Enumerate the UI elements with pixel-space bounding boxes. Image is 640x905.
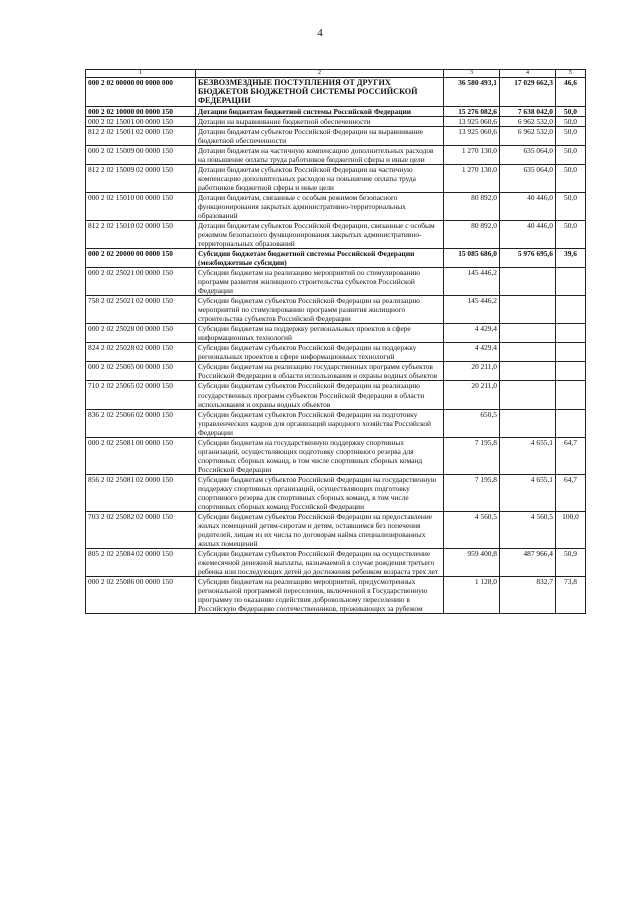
page-number: 4	[317, 27, 323, 39]
percent-cell: 64,7	[556, 474, 586, 511]
code-cell: 000 2 02 10000 00 0000 150	[86, 106, 196, 116]
plan-cell: 13 925 060,6	[444, 126, 500, 145]
plan-cell: 145 446,2	[444, 268, 500, 296]
code-cell: 000 2 02 25086 00 0000 150	[86, 577, 196, 614]
table-row	[86, 549, 586, 577]
table-row	[86, 78, 586, 107]
percent-cell: 50,0	[556, 192, 586, 220]
table-row	[86, 145, 586, 164]
fact-cell: 832,7	[500, 577, 556, 614]
column-header-fact: 4	[500, 70, 556, 78]
code-cell: 000 2 02 15010 00 0000 150	[86, 192, 196, 220]
plan-cell: 80 892,0	[444, 220, 500, 248]
table-row	[86, 437, 586, 474]
plan-cell: 650,5	[444, 409, 500, 437]
fact-cell: 17 029 662,3	[500, 78, 556, 107]
code-cell: 703 2 02 25082 02 0000 150	[86, 511, 196, 548]
code-cell: 000 2 02 20000 00 0000 150	[86, 249, 196, 268]
table-row	[86, 106, 586, 116]
name-cell: Дотации бюджетам, связанные с особым режимом безопасного функционирования закрытых административно-территориальных образований	[196, 192, 444, 220]
percent-cell: 50,0	[556, 116, 586, 126]
percent-cell: 50,0	[556, 220, 586, 248]
plan-cell: 7 195,8	[444, 437, 500, 474]
name-cell: Дотации бюджетам бюджетной системы Российской Федерации	[196, 106, 444, 116]
name-cell: Дотации бюджетам на частичную компенсацию дополнительных расходов на повышение оплаты труда работников бюджетной сферы и иные цели	[196, 145, 444, 164]
table-row	[86, 296, 586, 324]
name-cell: Дотации на выравнивание бюджетной обеспеченности	[196, 116, 444, 126]
fact-cell: 6 962 532,0	[500, 126, 556, 145]
name-cell: Дотации бюджетам субъектов Российской Федерации на частичную компенсацию дополнительных расходов на повышение оплаты труда работников бюджетной сферы и иные цели	[196, 164, 444, 192]
code-cell: 758 2 02 25021 02 0000 150	[86, 296, 196, 324]
name-cell: Субсидии бюджетам субъектов Российской Федерации на осуществление ежемесячной денежной выплаты, назначаемой в случае рождения третьего ребенка или последующих детей до достижения ребенком возраста трех лет	[196, 549, 444, 577]
table-row	[86, 126, 586, 145]
code-cell: 836 2 02 25066 02 0000 150	[86, 409, 196, 437]
code-cell: 000 2 02 00000 00 0000 000	[86, 78, 196, 107]
fact-cell	[500, 324, 556, 343]
name-cell: Субсидии бюджетам субъектов Российской Федерации на подготовку управленческих кадров для организаций народного хозяйства Российской Федерации	[196, 409, 444, 437]
name-cell: Дотации бюджетам субъектов Российской Федерации, связанные с особым режимом безопасного функционирования закрытых административно-территориальных образований	[196, 220, 444, 248]
table-row	[86, 409, 586, 437]
table-row	[86, 164, 586, 192]
fact-cell: 635 064,0	[500, 164, 556, 192]
percent-cell: 50,0	[556, 126, 586, 145]
percent-cell: 46,6	[556, 78, 586, 107]
code-cell: 856 2 02 25081 02 0000 150	[86, 474, 196, 511]
percent-cell	[556, 409, 586, 437]
table-row	[86, 268, 586, 296]
table-row	[86, 577, 586, 614]
percent-cell	[556, 343, 586, 362]
plan-cell: 145 446,2	[444, 296, 500, 324]
plan-cell: 80 892,0	[444, 192, 500, 220]
plan-cell: 15 085 686,0	[444, 249, 500, 268]
table-row	[86, 362, 586, 381]
plan-cell: 4 560,5	[444, 511, 500, 548]
plan-cell: 1 270 130,0	[444, 145, 500, 164]
plan-cell: 15 276 082,6	[444, 106, 500, 116]
plan-cell: 1 270 130,0	[444, 164, 500, 192]
code-cell: 000 2 02 25081 00 0000 150	[86, 437, 196, 474]
code-cell: 805 2 02 25084 02 0000 150	[86, 549, 196, 577]
plan-cell: 20 211,0	[444, 362, 500, 381]
code-cell: 000 2 02 25065 00 0000 150	[86, 362, 196, 381]
fact-cell	[500, 381, 556, 409]
fact-cell: 40 446,0	[500, 220, 556, 248]
column-header-percent: 5	[556, 70, 586, 78]
column-header-plan: 3	[444, 70, 500, 78]
plan-cell: 1 128,0	[444, 577, 500, 614]
percent-cell: 39,6	[556, 249, 586, 268]
fact-cell: 487 966,4	[500, 549, 556, 577]
name-cell: Субсидии бюджетам субъектов Российской Федерации на предоставление жилых помещений детям-сиротам и детям, оставшимся без попечения родителей, лицам из их числа по договорам найма специализированных жилых помещений	[196, 511, 444, 548]
table-row	[86, 343, 586, 362]
code-cell: 000 2 02 25028 00 0000 150	[86, 324, 196, 343]
fact-cell: 7 638 042,0	[500, 106, 556, 116]
fact-cell: 40 446,0	[500, 192, 556, 220]
code-cell: 812 2 02 15010 02 0000 150	[86, 220, 196, 248]
table-row	[86, 324, 586, 343]
name-cell: Субсидии бюджетам субъектов Российской Федерации на государственную поддержку спортивных организаций, осуществляющих подготовку спортивного резерва для спортивных сборных команд, в том числе спортивных сборных команд Российской Федерации	[196, 474, 444, 511]
table-row	[86, 192, 586, 220]
percent-cell	[556, 362, 586, 381]
table-row	[86, 511, 586, 548]
percent-cell	[556, 296, 586, 324]
name-cell: Субсидии бюджетам бюджетной системы Российской Федерации (межбюджетные субсидии)	[196, 249, 444, 268]
table-header-row	[86, 70, 586, 78]
fact-cell: 5 976 695,6	[500, 249, 556, 268]
fact-cell	[500, 296, 556, 324]
column-header-code: 1	[86, 70, 196, 78]
table-row	[86, 474, 586, 511]
code-cell: 000 2 02 25021 00 0000 150	[86, 268, 196, 296]
name-cell: Субсидии бюджетам на реализацию мероприятий, предусмотренных региональной программой переселения, включенной в Государственную программу по оказанию содействия добровольному переселению в Российскую Федерацию соотечественников, проживающих за рубежом	[196, 577, 444, 614]
percent-cell: 73,8	[556, 577, 586, 614]
name-cell: Субсидии бюджетам субъектов Российской Федерации на реализацию государственных программ субъектов Российской Федерации в области использования и охраны водных объектов	[196, 381, 444, 409]
fact-cell	[500, 343, 556, 362]
name-cell: Субсидии бюджетам на реализацию государственных программ субъектов Российской Федерации в области использования и охраны водных объектов	[196, 362, 444, 381]
fact-cell	[500, 409, 556, 437]
fact-cell: 4 655,1	[500, 437, 556, 474]
percent-cell: 50,0	[556, 106, 586, 116]
name-cell: Субсидии бюджетам на государственную поддержку спортивных организаций, осуществляющих подготовку спортивного резерва для спортивных сборных команд, в том числе спортивных сборных команд Российской Федерации	[196, 437, 444, 474]
code-cell: 812 2 02 15001 02 0000 150	[86, 126, 196, 145]
name-cell: Субсидии бюджетам на поддержку региональных проектов в сфере информационных технологий	[196, 324, 444, 343]
table-row	[86, 220, 586, 248]
percent-cell: 50,0	[556, 164, 586, 192]
percent-cell: 50,9	[556, 549, 586, 577]
table-row	[86, 249, 586, 268]
code-cell: 812 2 02 15009 02 0000 150	[86, 164, 196, 192]
plan-cell: 36 580 493,1	[444, 78, 500, 107]
plan-cell: 13 925 060,6	[444, 116, 500, 126]
name-cell: Дотации бюджетам субъектов Российской Федерации на выравнивание бюджетной обеспеченности	[196, 126, 444, 145]
percent-cell: 100,0	[556, 511, 586, 548]
column-header-name: 2	[196, 70, 444, 78]
table-row	[86, 116, 586, 126]
percent-cell	[556, 381, 586, 409]
name-cell: Субсидии бюджетам субъектов Российской Федерации на реализацию мероприятий по стимулированию программ развития жилищного строительства субъектов Российской Федерации	[196, 296, 444, 324]
code-cell: 000 2 02 15009 00 0000 150	[86, 145, 196, 164]
code-cell: 824 2 02 25028 02 0000 150	[86, 343, 196, 362]
plan-cell: 4 429,4	[444, 343, 500, 362]
name-cell: БЕЗВОЗМЕЗДНЫЕ ПОСТУПЛЕНИЯ ОТ ДРУГИХ БЮДЖЕТОВ БЮДЖЕТНОЙ СИСТЕМЫ РОССИЙСКОЙ ФЕДЕРАЦИИ	[196, 78, 444, 107]
fact-cell	[500, 362, 556, 381]
name-cell: Субсидии бюджетам субъектов Российской Федерации на поддержку региональных проектов в сфере информационных технологий	[196, 343, 444, 362]
plan-cell: 4 429,4	[444, 324, 500, 343]
fact-cell: 635 064,0	[500, 145, 556, 164]
fact-cell: 4 655,1	[500, 474, 556, 511]
percent-cell: 64,7	[556, 437, 586, 474]
plan-cell: 7 195,8	[444, 474, 500, 511]
fact-cell	[500, 268, 556, 296]
percent-cell: 50,0	[556, 145, 586, 164]
percent-cell	[556, 268, 586, 296]
plan-cell: 20 211,0	[444, 381, 500, 409]
percent-cell	[556, 324, 586, 343]
plan-cell: 959 400,8	[444, 549, 500, 577]
table-row	[86, 381, 586, 409]
code-cell: 000 2 02 15001 00 0000 150	[86, 116, 196, 126]
fact-cell: 6 962 532,0	[500, 116, 556, 126]
code-cell: 710 2 02 25065 02 0000 150	[86, 381, 196, 409]
name-cell: Субсидии бюджетам на реализацию мероприятий по стимулированию программ развития жилищного строительства субъектов Российской Федерации	[196, 268, 444, 296]
fact-cell: 4 560,5	[500, 511, 556, 548]
budget-revenue-table	[85, 69, 586, 614]
